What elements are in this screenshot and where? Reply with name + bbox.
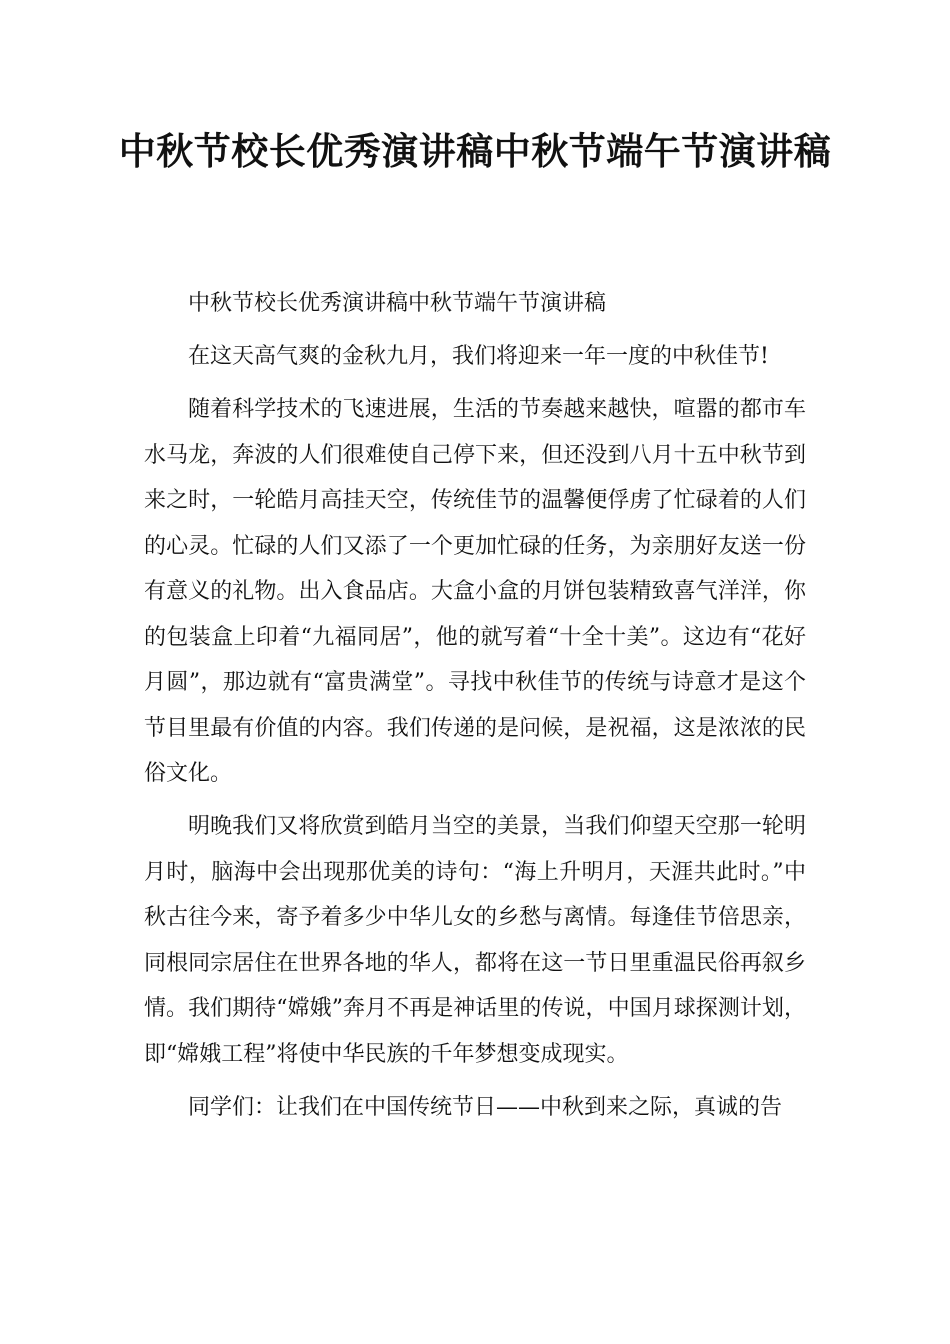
paragraph-subtitle: 中秋节校长优秀演讲稿中秋节端午节演讲稿	[188, 291, 607, 316]
paragraph-mooncake: 随着科学技术的飞速进展，生活的节奏越来越快，喧嚣的都市车水马龙，奔波的人们很难使自己停下来，但还没到八月十五中秋节到来之时，一轮皓月高挂天空，传统佳节的温馨便俘虏了忙碌着的人们的心灵。忙碌的人们又添了一个更加忙碌的任务，为亲朋好友送一份有意义的礼物。出入食品店。大盒小盒的月饼包装精致喜气洋洋，你的包装盒上印着“九福同居”，他的就写着“十全十美”。这边有“花好月圆”，那边就有“富贵满堂”。寻找中秋佳节的传统与诗意才是这个节目里最有价值的内容。我们传递的是问候，是祝福，这是浓浓的民俗文化。	[144, 397, 806, 786]
document-body	[144, 281, 806, 1138]
paragraph-students: 同学们：让我们在中国传统节日——中秋到来之际，真诚的告	[188, 1094, 783, 1120]
document-title: 中秋节校长优秀演讲稿中秋节端午节演讲稿	[118, 130, 832, 173]
paragraph-intro: 在这天高气爽的金秋九月，我们将迎来一年一度的中秋佳节!	[188, 344, 769, 369]
paragraph-moon-poem: 明晚我们又将欣赏到皓月当空的美景，当我们仰望天空那一轮明月时，脑海中会出现那优美的诗句：“海上升明月，天涯共此时。”中秋古往今来，寄予着多少中华儿女的乡愁与离情。每逢佳节倍思亲，同根同宗居住在世界各地的华人，都将在这一节日里重温民俗再叙乡情。我们期待“嫦娥”奔月不再是神话里的传说，中国月球探测计划，即“嫦娥工程”将使中华民族的千年梦想变成现实。	[144, 814, 806, 1067]
